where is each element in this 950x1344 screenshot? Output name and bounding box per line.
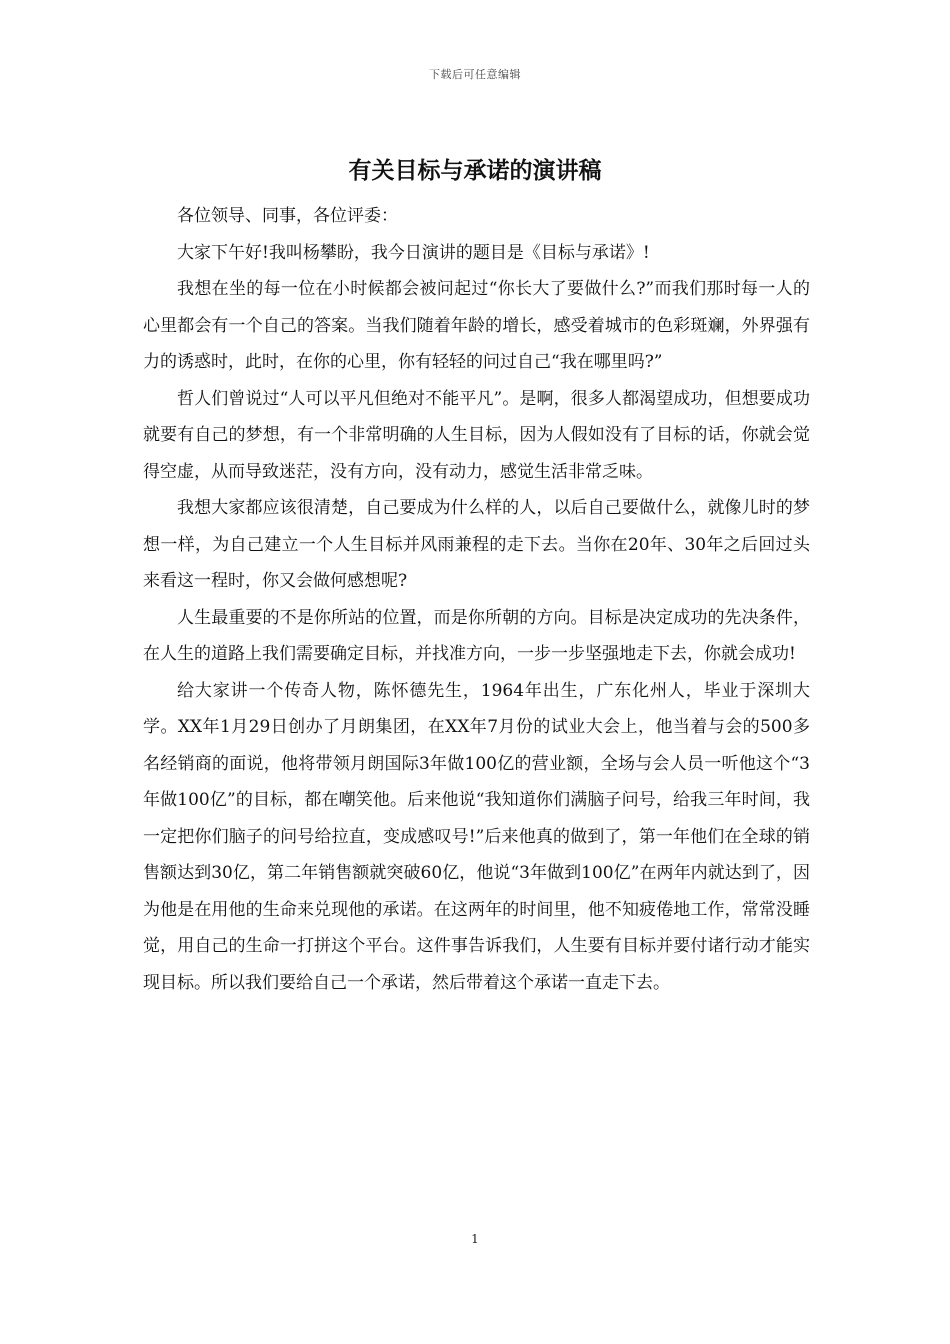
paragraph-salutation: 各位领导、同事，各位评委：: [177, 206, 398, 226]
paragraph-greeting: 大家下午好!我叫杨攀盼，我今日演讲的题目是《目标与承诺》!: [177, 242, 650, 263]
document-title: 有关目标与承诺的演讲稿: [348, 157, 602, 184]
paragraph-philosopher-quote: 哲人们曾说过“人可以平凡但绝对不能平凡”。是啊，很多人都渴望成功，但想要成功就要有自己的梦想，有一个非常明确的人生目标，因为人假如没有了目标的话，你就会觉得空虚，从而导致迷茫，没有方向，没有动力，感觉生活非常乏味。: [143, 388, 810, 482]
paragraph-legend-story: 给大家讲一个传奇人物，陈怀德先生，1964年出生，广东化州人，毕业于深圳大学。XX年1月29日创办了月朗集团，在XX年7月份的试业大会上，他当着与会的500多名经销商的面说，他将带领月朗国际3年做100亿的营业额，全场与会人员一听他这个“3年做100亿”的目标，都在嘲笑他。后来他说“我知道你们满脑子问号，给我三年时间，我一定把你们脑子的问号给拉直，变成感叹号!”后来他真的做到了，第一年他们在全球的销售额达到30亿，第二年销售额就突破60亿，他说“3年做到100亿”在两年内就达到了，因为他是在用他的生命来兑现他的承诺。在这两年的时间里，他不知疲倦地工作，常常没睡觉，用自己的生命一打拼这个平台。这件事告诉我们，人生要有目标并要付诸行动才能实现目标。所以我们要给自己一个承诺，然后带着这个承诺一直走下去。: [143, 680, 810, 993]
document-body: [143, 198, 810, 1001]
page-number: 1: [471, 1232, 479, 1246]
paragraph-life-goal: 我想大家都应该很清楚，自己要成为什么样的人，以后自己要做什么，就像儿时的梦想一样，为自己建立一个人生目标并风雨兼程的走下去。当你在20年、30年之后回过头来看这一程时，你又会做何感想呢?: [143, 498, 810, 591]
paragraph-direction: 人生最重要的不是你所站的位置，而是你所朝的方向。目标是决定成功的先决条件，在人生的道路上我们需要确定目标，并找准方向，一步一步坚强地走下去，你就会成功!: [143, 607, 810, 664]
paragraph-childhood-question: 我想在坐的每一位在小时候都会被问起过“你长大了要做什么?”而我们那时每一人的心里都会有一个自己的答案。当我们随着年龄的增长，感受着城市的色彩斑斓，外界强有力的诱惑时，此时，在你的心里，你有轻轻的问过自己“我在哪里吗?”: [143, 279, 810, 372]
page-header-note: 下载后可任意编辑: [429, 68, 521, 81]
